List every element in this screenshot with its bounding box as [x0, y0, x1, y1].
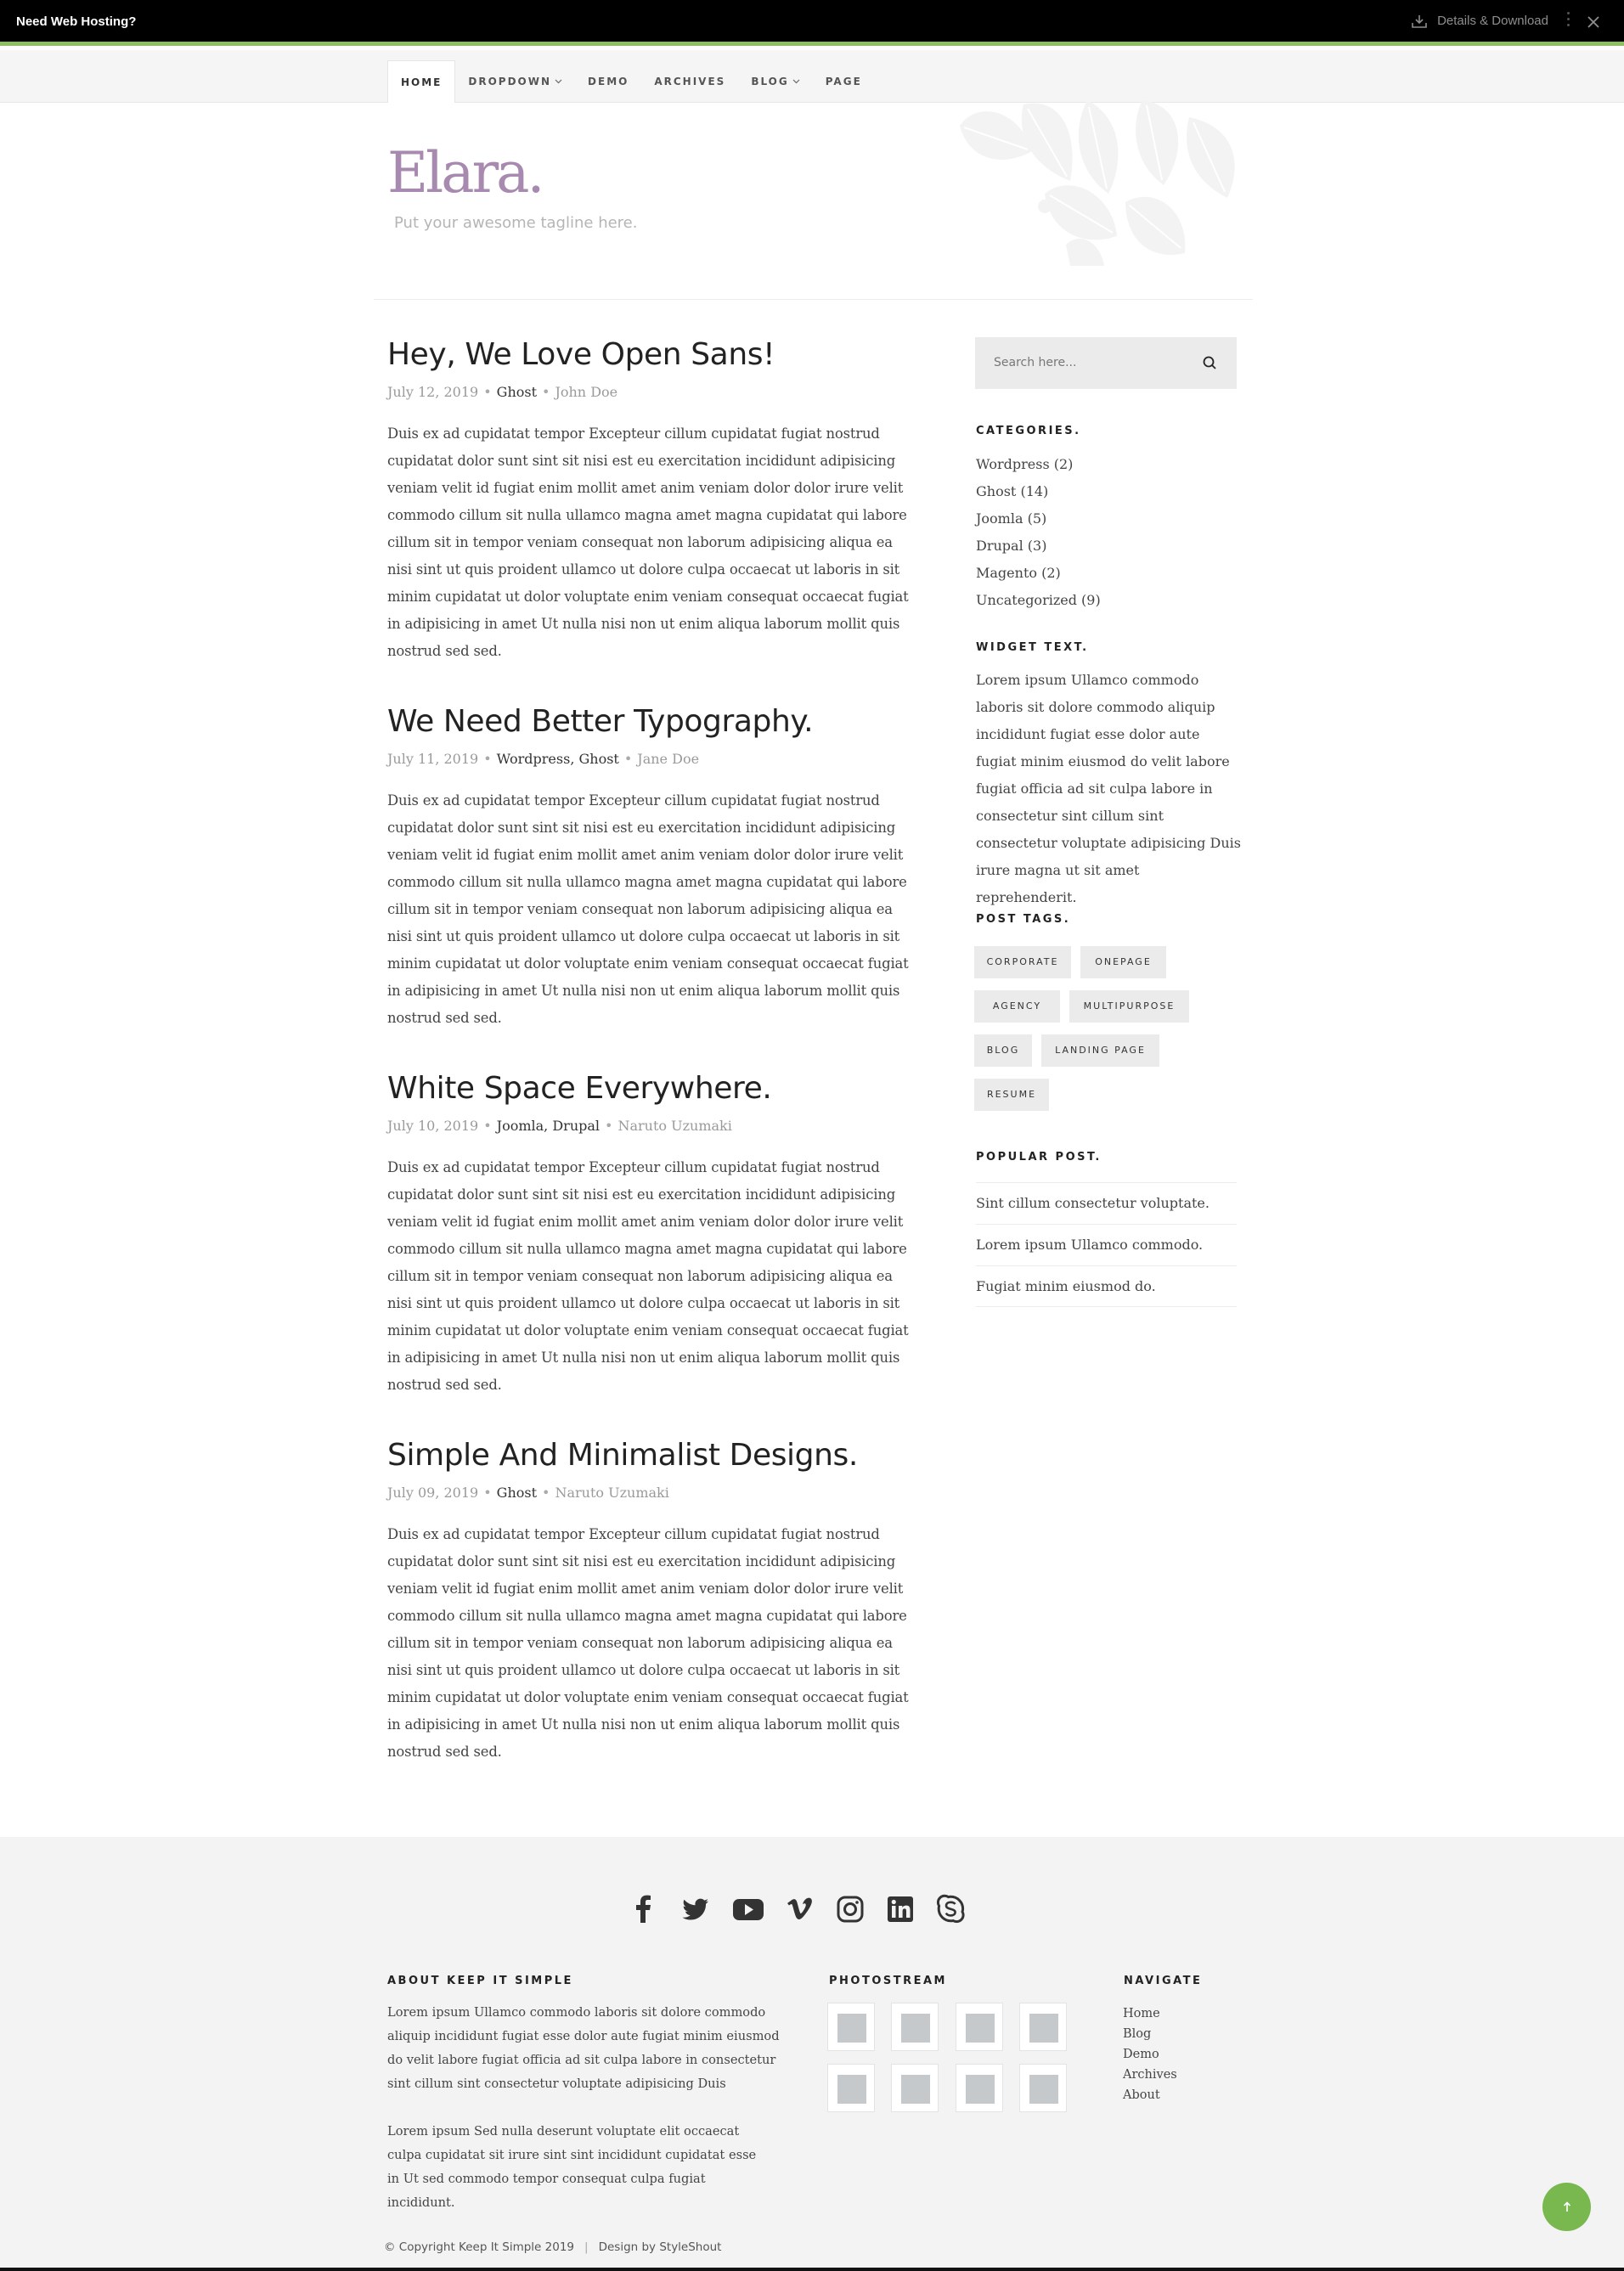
post-meta: July 11, 2019 • Wordpress, Ghost • Jane Doe	[387, 751, 700, 767]
nav-page[interactable]: PAGE	[825, 76, 862, 87]
footer-nav-link[interactable]: Home	[1123, 2007, 1160, 2020]
search-box	[975, 337, 1237, 389]
tag-chip[interactable]: LANDING PAGE	[1041, 1034, 1159, 1067]
back-to-top-button[interactable]	[1542, 2183, 1591, 2231]
nav-demo[interactable]: DEMO	[588, 76, 629, 87]
post-date: July 09, 2019	[387, 1485, 479, 1501]
youtube-icon[interactable]	[732, 1894, 764, 1924]
footer-nav-link[interactable]: Archives	[1123, 2068, 1177, 2082]
post-title[interactable]: Hey, We Love Open Sans!	[387, 337, 775, 372]
nav-dropdown[interactable]: DROPDOWN	[455, 60, 575, 103]
search-icon[interactable]	[1202, 355, 1218, 371]
categories-title: CATEGORIES.	[976, 425, 1081, 437]
close-icon[interactable]	[1585, 14, 1602, 31]
main-nav	[387, 60, 875, 103]
header-divider	[374, 299, 1253, 300]
about-title: ABOUT KEEP IT SIMPLE	[387, 1975, 573, 1987]
about-paragraph: Lorem ipsum Sed nulla deserunt voluptate elit occaecat culpa cupidatat sit irure sint sint incididunt cupidatat esse in Ut sed commodo tempor consequat culpa fugiat incididunt.	[387, 2124, 757, 2210]
post-categories[interactable]: Joomla, Drupal	[496, 1118, 601, 1134]
site-footer	[0, 1837, 1624, 2271]
vimeo-icon[interactable]	[786, 1894, 815, 1924]
post-date: July 10, 2019	[387, 1118, 479, 1134]
download-label: Details & Download	[1437, 14, 1548, 28]
nav-archives[interactable]: ARCHIVES	[654, 76, 726, 87]
photostream-title: PHOTOSTREAM	[829, 1975, 947, 1987]
photo-thumb[interactable]	[891, 2003, 939, 2051]
site-logo[interactable]: Elara.	[387, 140, 543, 206]
post-meta: July 10, 2019 • Joomla, Drupal • Naruto Uzumaki	[387, 1118, 732, 1134]
post-categories[interactable]: Wordpress, Ghost	[496, 751, 619, 767]
popular-post-link[interactable]: Lorem ipsum Ullamco commodo.	[976, 1224, 1237, 1265]
copyright-line: © Copyright Keep It Simple 2019 | Design by StyleShout	[384, 2240, 722, 2254]
arrow-up-icon	[1563, 2201, 1571, 2212]
tag-chip[interactable]: CORPORATE	[974, 946, 1071, 978]
twitter-icon[interactable]	[680, 1894, 711, 1924]
popular-post-link[interactable]: Sint cillum consectetur voluptate.	[976, 1182, 1237, 1224]
post-excerpt: Duis ex ad cupidatat tempor Excepteur cillum cupidatat fugiat nostrud cupidatat dolor sunt sint sit nisi est eu exercitation incididunt adipisicing veniam velit id fugiat enim mollit amet anim veniam dolor dolor irure velit commodo cillum sit nulla ullamco magna amet magna cupidatat qui labore cillum sit in tempor veniam consequat non laborum adipisicing aliqua ea nisi sint ut quis proident ullamco ut dolore culpa occaecat ut laboris in sit minim cupidatat ut dolor voluptate enim veniam consequat occaecat fugiat in adipisicing in amet Ut nulla nisi non ut enim aliqua laborum mollit quis nostrud sed sed.	[387, 425, 909, 659]
post-meta: July 09, 2019 • Ghost • Naruto Uzumaki	[387, 1485, 669, 1501]
top-ad-bar	[0, 0, 1624, 46]
photo-thumb[interactable]	[827, 2064, 875, 2112]
tag-chip[interactable]: RESUME	[974, 1079, 1049, 1111]
linkedin-icon[interactable]	[886, 1894, 915, 1924]
instagram-icon[interactable]	[836, 1894, 865, 1924]
details-download-link[interactable]	[1412, 14, 1548, 28]
site-tagline: Put your awesome tagline here.	[394, 214, 638, 232]
category-item[interactable]: Wordpress (2)	[976, 456, 1074, 472]
category-item[interactable]: Drupal (3)	[976, 538, 1047, 554]
post-tags-title: POST TAGS.	[976, 913, 1071, 926]
popular-post-link[interactable]: Fugiat minim eiusmod do.	[976, 1265, 1237, 1307]
photo-thumb[interactable]	[1019, 2064, 1067, 2112]
post-author[interactable]: Naruto Uzumaki	[617, 1118, 732, 1134]
post-title[interactable]: Simple And Minimalist Designs.	[387, 1438, 858, 1473]
design-credit[interactable]: Design by StyleShout	[598, 2240, 722, 2254]
copyright-text: © Copyright Keep It Simple 2019	[384, 2240, 575, 2254]
post-meta: July 12, 2019 • Ghost • John Doe	[387, 384, 618, 400]
tag-chip[interactable]: BLOG	[974, 1034, 1032, 1067]
photo-thumb[interactable]	[891, 2064, 939, 2112]
post-author[interactable]: John Doe	[555, 384, 618, 400]
nav-home[interactable]: HOME	[387, 60, 455, 103]
photo-thumb[interactable]	[827, 2003, 875, 2051]
leaf-decoration	[943, 100, 1257, 266]
categories-list	[976, 451, 1101, 614]
popular-posts	[976, 1182, 1237, 1307]
post-author[interactable]: Naruto Uzumaki	[555, 1485, 669, 1501]
nav-blog[interactable]: BLOG	[738, 60, 812, 103]
tag-chip[interactable]: ONEPAGE	[1080, 946, 1166, 978]
download-icon	[1412, 14, 1427, 28]
facebook-icon[interactable]	[629, 1894, 659, 1924]
category-item[interactable]: Joomla (5)	[976, 510, 1047, 527]
photo-thumb[interactable]	[956, 2003, 1003, 2051]
post-excerpt: Duis ex ad cupidatat tempor Excepteur cillum cupidatat fugiat nostrud cupidatat dolor sunt sint sit nisi est eu exercitation incididunt adipisicing veniam velit id fugiat enim mollit amet anim veniam dolor dolor irure velit commodo cillum sit nulla ullamco magna amet magna cupidatat qui labore cillum sit in tempor veniam consequat non laborum adipisicing aliqua ea nisi sint ut quis proident ullamco ut dolore culpa occaecat ut laboris in sit minim cupidatat ut dolor voluptate enim veniam consequat occaecat fugiat in adipisicing in amet Ut nulla nisi non ut enim aliqua laborum mollit quis nostrud sed sed.	[387, 1526, 909, 1760]
popular-post-title: POPULAR POST.	[976, 1151, 1102, 1164]
widget-text-title: WIDGET TEXT.	[976, 641, 1089, 654]
widget-text: Lorem ipsum Ullamco commodo laboris sit dolore commodo aliquip incididunt fugiat esse dolor aute fugiat minim eiusmod do velit labore fugiat officia ad sit culpa labore in consectetur sint cillum sint consectetur voluptate adipisicing Duis irure magna ut sit amet reprehenderit.	[976, 672, 1241, 905]
post-entry	[387, 1438, 914, 1766]
ad-text[interactable]: Need Web Hosting?	[16, 14, 137, 29]
main-navbar	[0, 50, 1624, 103]
post-date: July 11, 2019	[387, 751, 479, 767]
post-author[interactable]: Jane Doe	[637, 751, 700, 767]
navigate-title: NAVIGATE	[1124, 1975, 1203, 1987]
search-input[interactable]	[994, 352, 1198, 373]
photo-thumb[interactable]	[1019, 2003, 1067, 2051]
footer-nav-link[interactable]: Blog	[1123, 2027, 1152, 2041]
post-categories[interactable]: Ghost	[496, 384, 538, 400]
post-excerpt: Duis ex ad cupidatat tempor Excepteur cillum cupidatat fugiat nostrud cupidatat dolor sunt sint sit nisi est eu exercitation incididunt adipisicing veniam velit id fugiat enim mollit amet anim veniam dolor dolor irure velit commodo cillum sit nulla ullamco magna amet magna cupidatat qui labore cillum sit in tempor veniam consequat non laborum adipisicing aliqua ea nisi sint ut quis proident ullamco ut dolore culpa occaecat ut laboris in sit minim cupidatat ut dolor voluptate enim veniam consequat occaecat fugiat in adipisicing in amet Ut nulla nisi non ut enim aliqua laborum mollit quis nostrud sed sed.	[387, 792, 909, 1026]
chevron-down-icon	[555, 79, 562, 84]
post-date: July 12, 2019	[387, 384, 479, 400]
photo-thumb[interactable]	[956, 2064, 1003, 2112]
social-links	[629, 1894, 965, 1924]
skype-icon[interactable]	[936, 1894, 965, 1924]
post-title[interactable]: We Need Better Typography.	[387, 704, 814, 739]
post-entry	[387, 337, 914, 665]
post-categories[interactable]: Ghost	[496, 1485, 538, 1501]
more-vertical-icon	[1567, 12, 1570, 32]
bottom-edge-bar	[0, 2268, 1624, 2271]
post-title[interactable]: White Space Everywhere.	[387, 1071, 772, 1106]
category-item[interactable]: Ghost (14)	[976, 483, 1049, 499]
chevron-down-icon	[792, 79, 800, 84]
footer-nav-link[interactable]: About	[1123, 2088, 1160, 2102]
footer-nav-link[interactable]: Demo	[1123, 2048, 1159, 2061]
tag-chip[interactable]: MULTIPURPOSE	[1069, 990, 1189, 1023]
post-excerpt: Duis ex ad cupidatat tempor Excepteur cillum cupidatat fugiat nostrud cupidatat dolor sunt sint sit nisi est eu exercitation incididunt adipisicing veniam velit id fugiat enim mollit amet anim veniam dolor dolor irure velit commodo cillum sit nulla ullamco magna amet magna cupidatat qui labore cillum sit in tempor veniam consequat non laborum adipisicing aliqua ea nisi sint ut quis proident ullamco ut dolore culpa occaecat ut laboris in sit minim cupidatat ut dolor voluptate enim veniam consequat occaecat fugiat in adipisicing in amet Ut nulla nisi non ut enim aliqua laborum mollit quis nostrud sed sed.	[387, 1159, 909, 1393]
post-entry	[387, 1071, 914, 1399]
category-item[interactable]: Magento (2)	[976, 565, 1061, 581]
tag-chip[interactable]: AGENCY	[974, 990, 1060, 1023]
about-paragraph: Lorem ipsum Ullamco commodo laboris sit dolore commodo aliquip incididunt fugiat esse dolor aute fugiat minim eiusmod do velit labore fugiat officia ad sit culpa labore in consectetur sint cillum sint consectetur voluptate adipisicing Duis	[387, 2005, 780, 2091]
post-entry	[387, 704, 914, 1032]
category-item[interactable]: Uncategorized (9)	[976, 592, 1101, 608]
footer-nav	[1123, 2003, 1177, 2105]
